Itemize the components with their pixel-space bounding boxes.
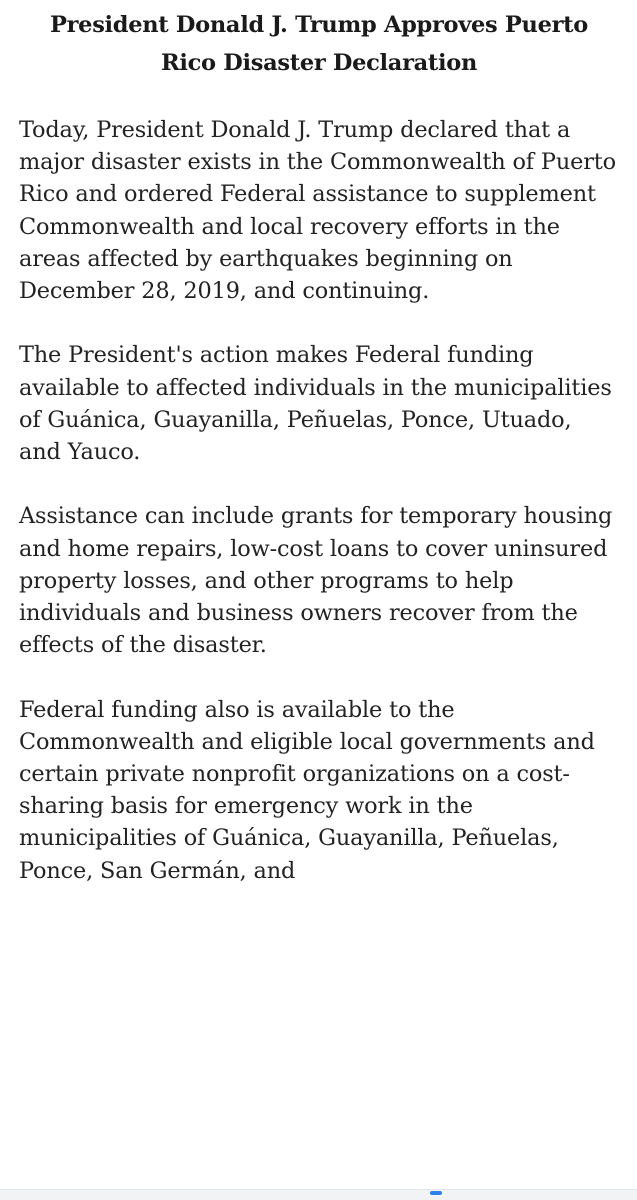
article-paragraph-4: Federal funding also is available to the Commonwealth and eligible local governments and certain private nonprofit organizations on a cost-sharing basis for emergency work in the municipalities of Guánica, Guayanilla, Peñuelas, Ponce, San Germán, and <box>19 696 595 884</box>
article-title: President Donald J. Trump Approves Puerto Rico Disaster Declaration <box>50 12 588 76</box>
article-paragraph-3: Assistance can include grants for temporary housing and home repairs, low-cost loans to cover uninsured property losses, and other programs to help individuals and business owners recover from the effects of the disaster. <box>19 503 613 659</box>
article-paragraph-2: The President's action makes Federal funding available to affected individuals in the municipalities of Guánica, Guayanilla, Peñuelas, Ponce, Utuado, and Yauco. <box>19 342 612 466</box>
bottom-toolbar <box>0 1189 637 1200</box>
article-paragraph-1: Today, President Donald J. Trump declared that a major disaster exists in the Commonwealth of Puerto Rico and ordered Federal assistance to supplement Commonwealth and local recovery efforts in the areas affected by earthquakes beginning on December 28, 2019, and continuing. <box>19 117 616 305</box>
scroll-indicator[interactable] <box>430 1191 442 1195</box>
